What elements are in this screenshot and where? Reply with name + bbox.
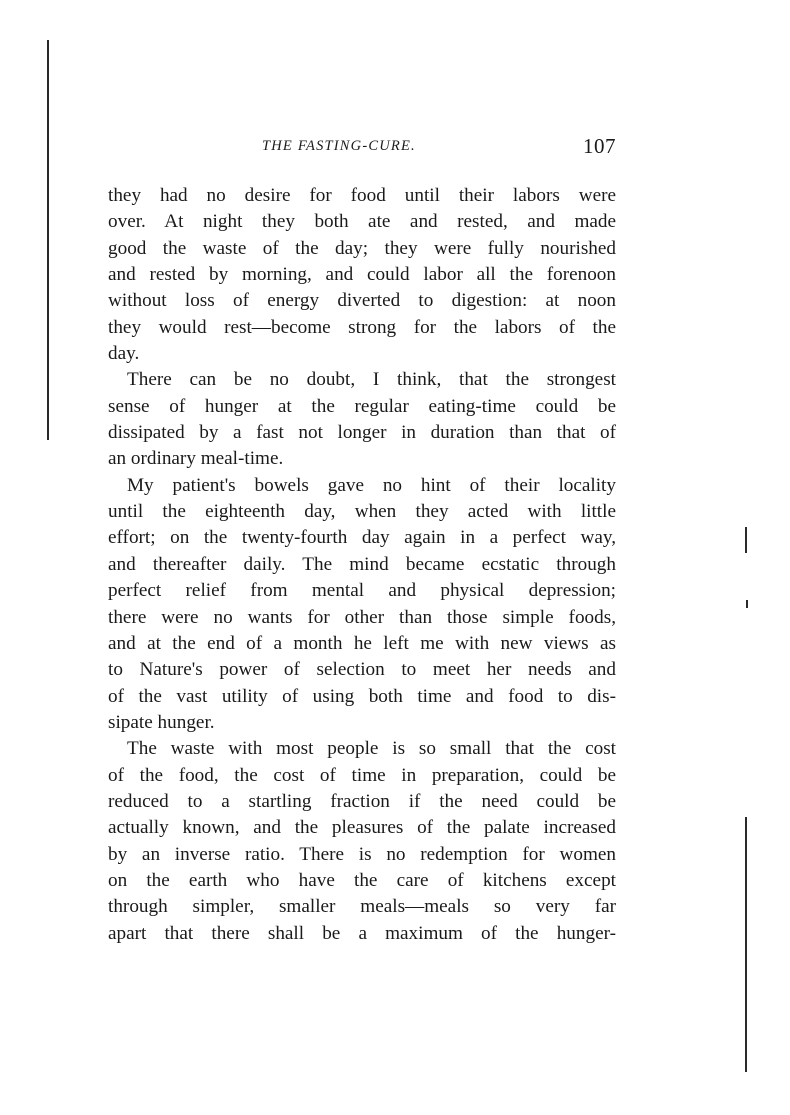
text-line: apart that there shall be a maximum of the hunger- [108,922,616,944]
text-line: My patient's bowels gave no hint of their locality [127,474,616,496]
text-line: actually known, and the pleasures of the palate increased [108,817,616,839]
text-line: dissipated by a fast not longer in duration than that of [108,422,616,444]
text-line: they would rest—become strong for the labors of the [108,316,616,338]
text-line: without loss of energy diverted to digestion: at noon [108,290,616,312]
text-line: and thereafter daily. The mind became ecstatic through [108,553,616,575]
text-line: there were no wants for other than those simple foods, [108,606,616,628]
text-line: through simpler, smaller meals—meals so very far [108,896,616,918]
text-line: perfect relief from mental and physical depression; [108,580,616,602]
text-line: of the vast utility of using both time and food to dis- [108,685,616,707]
text-line: good the waste of the day; they were fully nourished [108,237,616,259]
running-head-title: THE FASTING-CURE. [262,138,416,154]
text-line: on the earth who have the care of kitchens except [108,869,616,891]
text-line: and rested by morning, and could labor all the forenoon [108,264,616,286]
text-line: over. At night they both ate and rested, and made [108,211,616,233]
running-head [108,134,616,164]
text-line: and at the end of a month he left me with new views as [108,632,616,654]
page-number: 107 [583,134,616,158]
text-line: to Nature's power of selection to meet her needs and [108,659,616,681]
text-line: effort; on the twenty-fourth day again in a perfect way, [108,527,616,549]
text-line: they had no desire for food until their labors were [108,185,616,206]
scan-edge-mark-right [746,600,748,608]
text-line: The waste with most people is so small that the cost [127,738,616,760]
text-line: sipate hunger. [108,711,215,733]
scan-edge-line-right [745,817,747,1072]
text-line: until the eighteenth day, when they acted with little [108,501,616,523]
scan-edge-line-left [47,40,49,440]
text-line: sense of hunger at the regular eating-time could be [108,395,616,417]
text-line: by an inverse ratio. There is no redemption for women [108,843,616,865]
text-line: There can be no doubt, I think, that the strongest [127,369,616,391]
text-line: day. [108,343,140,365]
text-line: reduced to a startling fraction if the need could be [108,790,616,812]
scan-edge-mark-right [745,527,747,553]
text-line: an ordinary meal-time. [108,448,284,470]
body-text [108,183,616,947]
text-line: of the food, the cost of time in preparation, could be [108,764,616,786]
